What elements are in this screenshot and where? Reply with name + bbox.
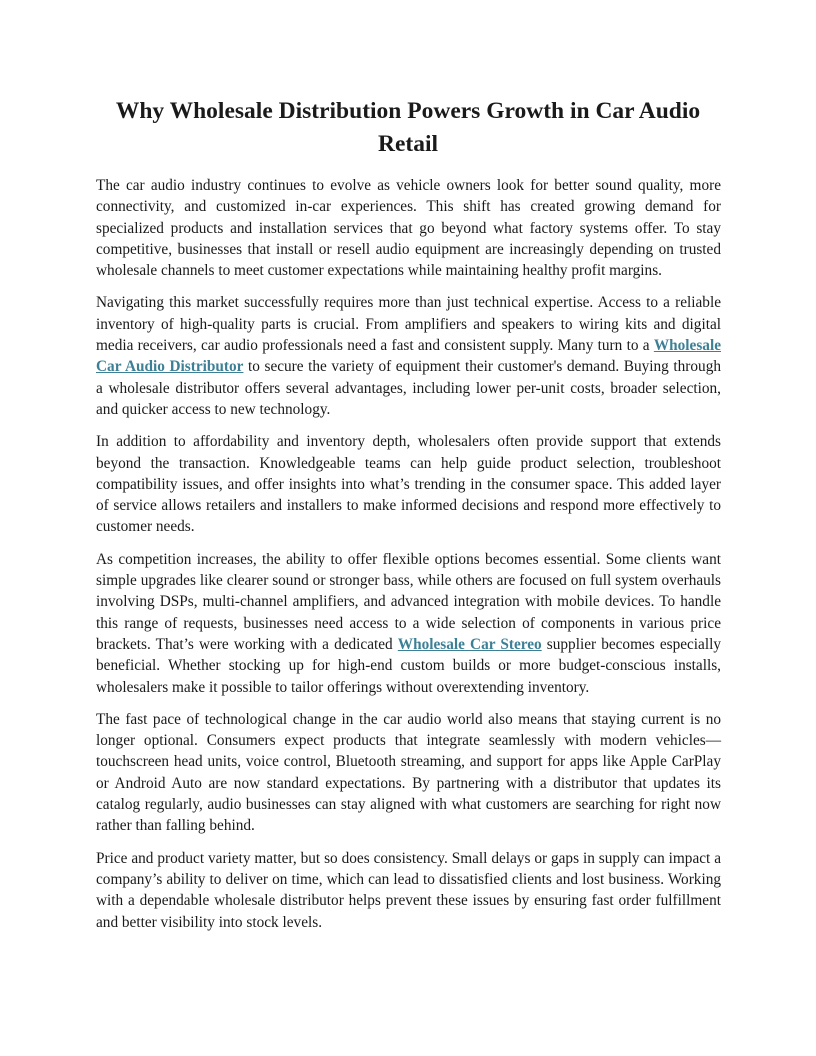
paragraph-text: Navigating this market successfully requires more than just technical expertise. Access to a reliable inventory of high-quality parts is crucial. From amplifiers and speakers to wiring kits and digital media receivers, car audio professionals need a fast and consistent supply. Many turn to a <box>96 294 721 355</box>
paragraph-text: supplier becomes especially beneficial. Whether stocking up for high-end custom builds or more budget-conscious installs, wholesalers make it possible to tailor offerings without overextending inventory. <box>96 635 721 696</box>
paragraph-competition <box>96 549 721 698</box>
document-title: Why Wholesale Distribution Powers Growth in Car Audio Retail <box>115 98 701 157</box>
paragraph-technology: The fast pace of technological change in the car audio world also means that staying current is no longer optional. Consumers expect products that integrate seamlessly with modern vehicles—touchscreen head units, voice control, Bluetooth streaming, and support for apps like Apple CarPlay or Android Auto are now standard expectations. By partnering with a distributor that updates its catalog regularly, audio businesses can stay aligned with what customers are searching for right now rather than falling behind. <box>96 710 721 835</box>
paragraph-text: to secure the variety of equipment their customer's demand. Buying through a wholesale distributor offers several advantages, including lower per-unit costs, broader selection, and quicker access to new technology. <box>96 358 721 418</box>
wholesale-car-audio-distributor-link[interactable]: Wholesale Car Audio Distributor <box>96 337 721 376</box>
paragraph-navigating-market <box>96 292 721 420</box>
paragraph-support: In addition to affordability and inventory depth, wholesalers often provide support that extends beyond the transaction. Knowledgeable teams can help guide product selection, troubleshoot compatibility issues, and offer insights into what’s trending in the consumer space. This added layer of service allows retailers and installers to make informed decisions and respond more effectively to customer needs. <box>96 433 721 536</box>
wholesale-car-stereo-link[interactable]: Wholesale Car Stereo <box>397 635 542 653</box>
paragraph-text: As competition increases, the ability to offer flexible options becomes essential. Some clients want simple upgrades like clearer sound or stronger bass, while others are focused on full system overhauls involving DSPs, multi-channel amplifiers, and advanced integration with mobile devices. To handle this range of requests, businesses need access to a wide selection of components in various price brackets. That’s were working with a dedicated <box>96 550 721 653</box>
paragraph-intro: The car audio industry continues to evolve as vehicle owners look for better sound quality, more connectivity, and customized in-car experiences. This shift has created growing demand for specialized products and installation services that go beyond what factory systems offer. To stay competitive, businesses that install or resell audio equipment are increasingly depending on trusted wholesale channels to meet customer expectations while maintaining healthy profit margins. <box>96 177 721 280</box>
paragraph-consistency: Price and product variety matter, but so does consistency. Small delays or gaps in supply can impact a company’s ability to deliver on time, which can lead to dissatisfied clients and lost business. Working with a dependable wholesale distributor helps prevent these issues by ensuring fast order fulfillment and better visibility into stock levels. <box>96 849 721 931</box>
document-body <box>96 175 721 944</box>
